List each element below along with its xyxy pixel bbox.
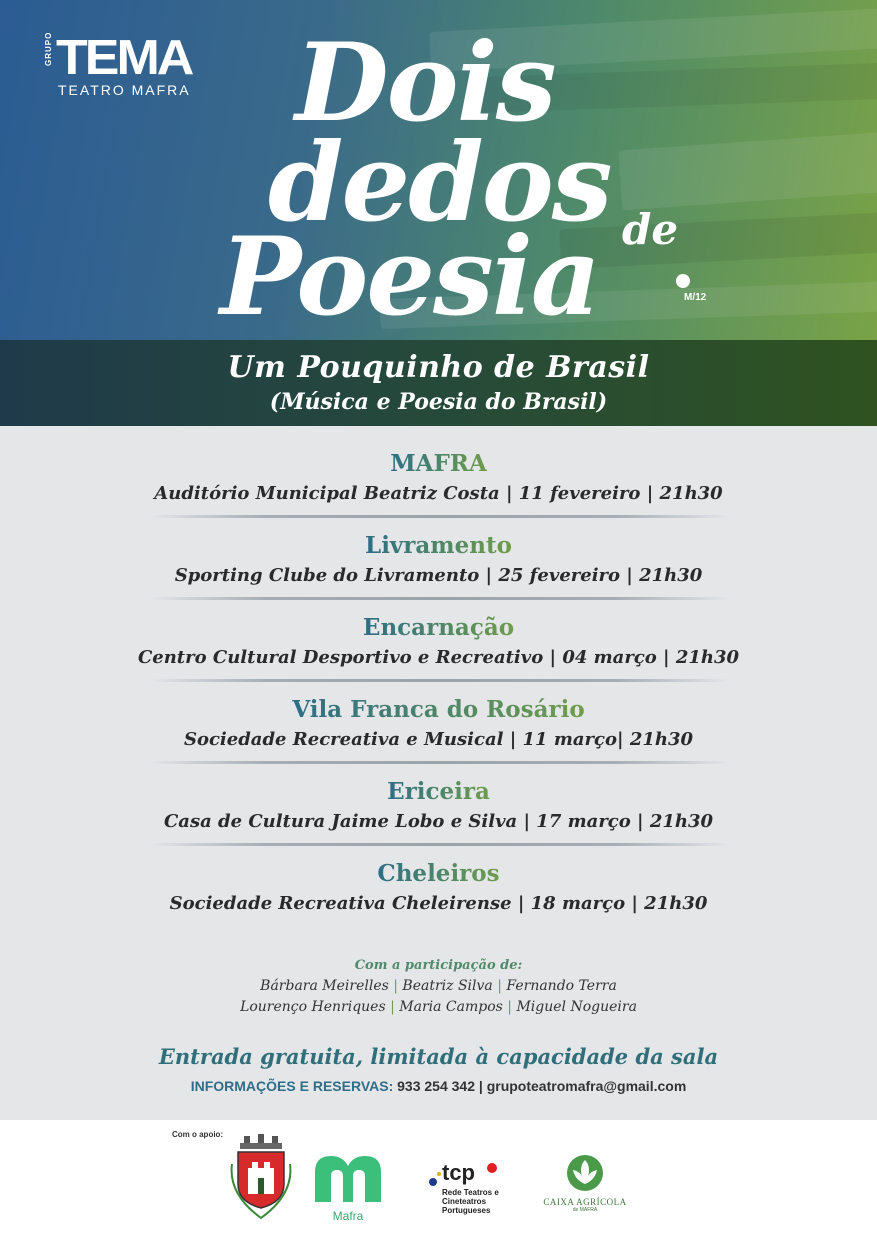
- participant-name: Miguel Nogueira: [516, 999, 637, 1015]
- tcp-logo: [428, 1160, 508, 1230]
- subtitle-main: Um Pouquinho de Brasil: [227, 350, 650, 385]
- subtitle-secondary: (Música e Poesia do Brasil): [269, 389, 608, 415]
- subtitle-band: [0, 340, 877, 426]
- logo-tema: TEMA: [56, 30, 192, 86]
- event-item: [0, 448, 877, 530]
- entry-note: Entrada gratuita, limitada à capacidade da sala: [158, 1044, 719, 1069]
- mafra-m-icon: [313, 1154, 383, 1204]
- divider: [150, 597, 730, 600]
- event-detail: Centro Cultural Desportivo e Recreativo | 04 março | 21h30: [137, 647, 740, 668]
- events-list: [0, 448, 877, 940]
- event-item: [0, 530, 877, 612]
- info-label: INFORMAÇÕES E RESERVAS:: [190, 1078, 394, 1094]
- event-place: Encarnação: [363, 612, 514, 644]
- participants: [0, 956, 877, 1018]
- event-place: Cheleiros: [377, 858, 499, 890]
- mafra-logo: [312, 1154, 384, 1223]
- event-item: [0, 694, 877, 776]
- municipio-mafra-crest: [228, 1134, 294, 1220]
- event-item: [0, 858, 877, 940]
- background-books: [618, 130, 877, 211]
- mafra-label: Mafra: [332, 1209, 364, 1223]
- divider: [150, 679, 730, 682]
- separator: |: [390, 999, 395, 1015]
- tcp-red-dot-icon: [486, 1162, 498, 1174]
- logo-teatro-mafra: TEATRO MAFRA: [58, 82, 191, 98]
- title-dois: Dois: [295, 20, 555, 146]
- event-detail: Casa de Cultura Jaime Lobo e Silva | 17 março | 21h30: [163, 811, 714, 832]
- event-detail: Sociedade Recreativa Cheleirense | 18 março | 21h30: [169, 893, 708, 914]
- participants-label: Com a participação de:: [354, 958, 523, 973]
- apoio-label: Com o apoio:: [172, 1130, 224, 1139]
- participant-name: Bárbara Meirelles: [260, 978, 389, 994]
- participants-row-1: [0, 976, 877, 997]
- crest-icon: [228, 1134, 294, 1220]
- logo-grupo: GRUPO: [44, 31, 53, 66]
- tcp-text: tcp: [442, 1160, 475, 1185]
- title-dot: [676, 274, 690, 288]
- event-item: [0, 612, 877, 694]
- title-dedos: dedos: [268, 120, 611, 246]
- event-place: Ericeira: [387, 776, 490, 808]
- sponsors-footer: [0, 1120, 877, 1240]
- divider: [150, 761, 730, 764]
- event-place: MAFRA: [390, 448, 487, 480]
- divider: [150, 843, 730, 846]
- separator: |: [497, 978, 502, 994]
- age-rating: M/12: [684, 292, 707, 303]
- divider: [150, 515, 730, 518]
- info-reservations: [0, 1078, 877, 1094]
- event-detail: Auditório Municipal Beatriz Costa | 11 fevereiro | 21h30: [154, 483, 723, 504]
- title-de: de: [622, 205, 679, 254]
- event-place: Livramento: [365, 530, 512, 562]
- info-email: grupoteatromafra@gmail.com: [486, 1078, 687, 1094]
- caixa-leaf-icon: [565, 1154, 605, 1192]
- event-item: [0, 776, 877, 858]
- grupo-tema-logo: [44, 30, 206, 98]
- event-detail: Sporting Clube do Livramento | 25 fevereiro | 21h30: [174, 565, 703, 586]
- participant-name: Beatriz Silva: [402, 978, 493, 994]
- info-separator: |: [478, 1078, 483, 1094]
- tcp-dots-icon: [428, 1168, 442, 1188]
- title-poesia: Poesia: [220, 214, 599, 340]
- participant-name: Maria Campos: [399, 999, 503, 1015]
- participant-name: Fernando Terra: [506, 978, 617, 994]
- participants-row-2: [0, 997, 877, 1018]
- caixa-sub-label: de MAFRA: [572, 1207, 598, 1213]
- info-phone: 933 254 342: [397, 1078, 475, 1094]
- caixa-agricola-logo: [540, 1154, 630, 1218]
- hero-banner: [0, 0, 877, 340]
- tcp-label: Rede Teatros e Cineteatros Portugueses: [442, 1188, 499, 1215]
- caixa-label: CAIXA AGRÍCOLA: [543, 1197, 627, 1207]
- separator: |: [393, 978, 398, 994]
- separator: |: [507, 999, 513, 1015]
- event-place: Vila Franca do Rosário: [292, 694, 584, 726]
- participant-name: Lourenço Henriques: [240, 999, 386, 1015]
- event-detail: Sociedade Recreativa e Musical | 11 março| 21h30: [183, 729, 694, 750]
